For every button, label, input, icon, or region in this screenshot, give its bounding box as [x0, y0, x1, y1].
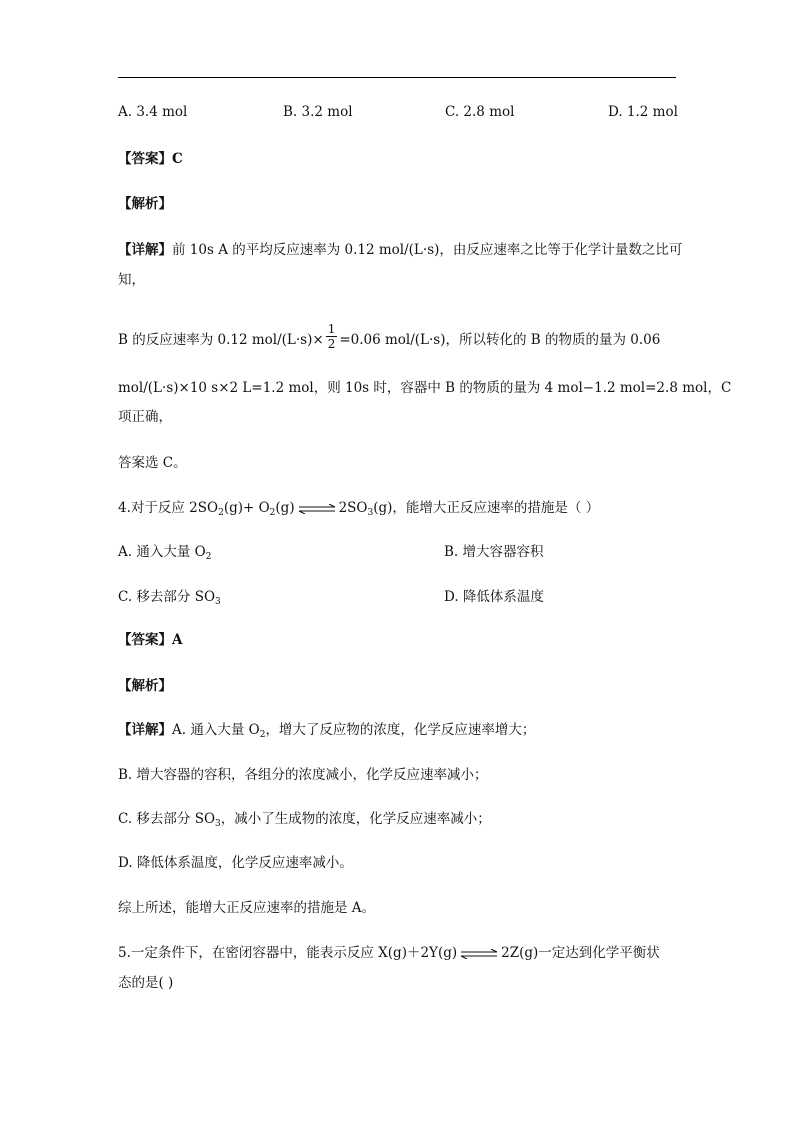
q3-option-a: A. 3.4 mol: [118, 104, 188, 120]
q4-opt-a-sub: 2: [205, 552, 212, 562]
q4-sub1: 2: [218, 508, 224, 518]
q4-stem: [118, 496, 599, 516]
q4-sub3: 3: [367, 508, 374, 518]
q4-detail-c-sub: 3: [215, 819, 221, 829]
q5-stem-post: 2Z(g)一定达到化学平衡状: [501, 945, 660, 961]
q4-detail-c: [118, 807, 491, 827]
q4-detail-c-pre: C. 移去部分 SO: [118, 811, 216, 827]
q3-detail-line6: 答案选 C。: [118, 455, 187, 471]
q4-analysis-label: 【解析】: [118, 678, 172, 694]
fraction: [326, 322, 338, 351]
q4-detail-a-post: ，增大了反应物的浓度，化学反应速率增大；: [265, 722, 536, 738]
header-rule: [118, 77, 676, 78]
q5-stem: [118, 941, 660, 961]
q3-analysis-label: 【解析】: [118, 196, 172, 212]
q3-option-d: D. 1.2 mol: [608, 104, 678, 120]
detail-text: 前 10s A 的平均反应速率为 0.12 mol/(L·s)，由反应速率之比等于化学计量数之比可: [172, 242, 683, 258]
q4-option-c: [118, 585, 221, 605]
q4-opt-c-sub: 3: [215, 597, 221, 607]
q4-detail-c-post: ，减小了生成物的浓度，化学反应速率减小；: [220, 811, 491, 827]
equilibrium-arrow-icon: [459, 949, 499, 959]
q4-stem-pre: 4.对于反应 2SO: [118, 500, 219, 516]
q3-detail-line4: mol/(L·s)×10 s×2 L=1.2 mol，则 10s 时，容器中 B 的物质的量为 4 mol−1.2 mol=2.8 mol，C: [118, 380, 732, 396]
q4-answer: 【答案】A: [118, 632, 183, 648]
equilibrium-arrow-icon: [297, 504, 337, 514]
q4-summary: 综上所述，能增大正反应速率的措施是 A。: [118, 900, 376, 916]
q4-opt-a-text: A. 通入大量 O: [118, 544, 206, 560]
q3-option-b: B. 3.2 mol: [283, 104, 353, 120]
q4-stem-mid2: (g): [275, 500, 295, 516]
q4-detail-a-pre: A. 通入大量 O: [172, 722, 260, 738]
fraction-denominator: 2: [327, 337, 336, 351]
q4-detail-a-sub: 2: [259, 730, 266, 740]
q4-detail-d: D. 降低体系温度，化学反应速率减小。: [118, 855, 353, 871]
line3-pre: B 的反应速率为 0.12 mol/(L·s)×: [118, 332, 324, 348]
q4-detail-a: [118, 718, 535, 738]
q4-option-a: [118, 540, 211, 560]
q3-answer: 【答案】C: [118, 151, 183, 167]
q4-detail-label: 【详解】: [118, 722, 172, 738]
q5-stem-pre: 5.一定条件下，在密闭容器中，能表示反应 X(g)＋2Y(g): [118, 945, 458, 961]
q4-stem-mid1: (g)+ O: [223, 500, 270, 516]
q3-option-c: C. 2.8 mol: [445, 104, 515, 120]
q4-opt-c-text: C. 移去部分 SO: [118, 589, 216, 605]
q3-detail-line5: 项正确，: [118, 409, 172, 425]
q5-stem-line2: 态的是( ): [118, 975, 174, 991]
line3-post: =0.06 mol/(L·s)，所以转化的 B 的物质的量为 0.06: [339, 332, 661, 348]
q4-option-d: D. 降低体系温度: [444, 589, 544, 605]
q4-sub2: 2: [269, 508, 276, 518]
fraction-numerator: 1: [327, 322, 336, 336]
detail-label: 【详解】: [118, 242, 172, 258]
q4-stem-post: (g)，能增大正反应速率的措施是（ ）: [373, 500, 600, 516]
q4-detail-b: B. 增大容器的容积，各组分的浓度减小，化学反应速率减小；: [118, 767, 488, 783]
q3-detail-line2: 知，: [118, 272, 145, 288]
q4-option-b: B. 增大容器容积: [444, 544, 544, 560]
q3-detail-line3: [118, 322, 661, 355]
q3-detail-line1: [118, 238, 682, 258]
q4-stem-mid3: 2SO: [338, 500, 368, 516]
